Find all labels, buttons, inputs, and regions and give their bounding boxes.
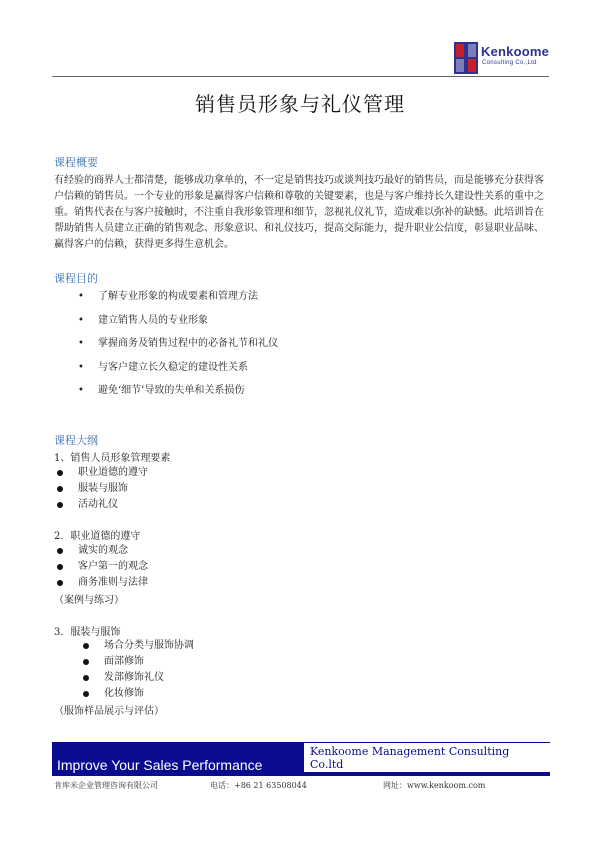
list-item: 诚实的观念 xyxy=(57,543,148,559)
outline-section-list xyxy=(57,465,148,513)
list-item: • 掌握商务及销售过程中的必备礼节和礼仪 xyxy=(78,334,278,358)
outline-section-title: 1、销售人员形象管理要素 xyxy=(54,453,171,464)
list-item: 场合分类与服饰协调 xyxy=(83,638,194,654)
footer-website: 网址：www.kenkoom.com xyxy=(383,781,486,790)
footer-company-name: Kenkoome Management Consulting Co.ltd xyxy=(304,743,550,773)
footer-slogan: Improve Your Sales Performance xyxy=(57,757,263,773)
list-item: 商务准则与法律 xyxy=(57,575,148,591)
list-item: • 了解专业形象的构成要素和管理方法 xyxy=(78,287,278,311)
footer-banner xyxy=(52,742,550,776)
footer-phone: 电话：+86 21 63508044 xyxy=(210,781,307,790)
outline-note: （服饰样品展示与评估） xyxy=(54,706,164,717)
objectives-list xyxy=(78,287,278,405)
list-item: 面部修饰 xyxy=(83,654,194,670)
page-title: 销售员形象与礼仪管理 xyxy=(195,92,405,116)
list-item: 服装与服饰 xyxy=(57,481,148,497)
list-item: • 建立销售人员的专业形象 xyxy=(78,311,278,335)
overview-text: 有经验的商界人士都清楚，能够成功拿单的，不一定是销售技巧或谈判技巧最好的销售员，而是能够充分获得客户信赖的销售员。一个专业的形象是赢得客户信赖和尊敬的关键要素，也是与客户维持长久建设性关系的重中之重。销售代表在与客户接触时，不注重自我形象管理和细节，忽视礼仪礼节，造成难以弥补的缺憾。此培训旨在帮助销售人员建立正确的销售观念、形象意识、和礼仪技巧，提高交际能力，提升职业公信度，彰显职业品味、赢得客户的信赖，获得更多得生意机会。 xyxy=(54,175,544,250)
list-item: • 与客户建立长久稳定的建设性关系 xyxy=(78,358,278,382)
outline-heading: 课程大纲 xyxy=(54,434,98,447)
logo-name: Kenkoome xyxy=(481,44,550,59)
list-item: 客户第一的观念 xyxy=(57,559,148,575)
outline-note: （案例与练习） xyxy=(54,595,124,606)
outline-section-title: 2．职业道德的遵守 xyxy=(54,531,141,542)
logo-shield-icon xyxy=(454,42,478,74)
list-item: 发部修饰礼仪 xyxy=(83,670,194,686)
objectives-heading: 课程目的 xyxy=(54,272,98,285)
outline-section-list xyxy=(83,638,194,702)
logo-subtitle: Consulting Co.,Ltd xyxy=(482,60,537,66)
footer-company-cn: 肯库米企业管理咨询有限公司 xyxy=(54,781,158,790)
list-item: • 避免‘细节’导致的失单和关系损伤 xyxy=(78,381,278,405)
list-item: 活动礼仪 xyxy=(57,497,148,513)
list-item: 职业道德的遵守 xyxy=(57,465,148,481)
company-logo xyxy=(454,42,550,76)
outline-section-list xyxy=(57,543,148,591)
header-divider xyxy=(52,76,549,77)
list-item: 化妆修饰 xyxy=(83,686,194,702)
overview-heading: 课程概要 xyxy=(54,156,98,169)
outline-section-title: 3．服装与服饰 xyxy=(54,627,121,638)
